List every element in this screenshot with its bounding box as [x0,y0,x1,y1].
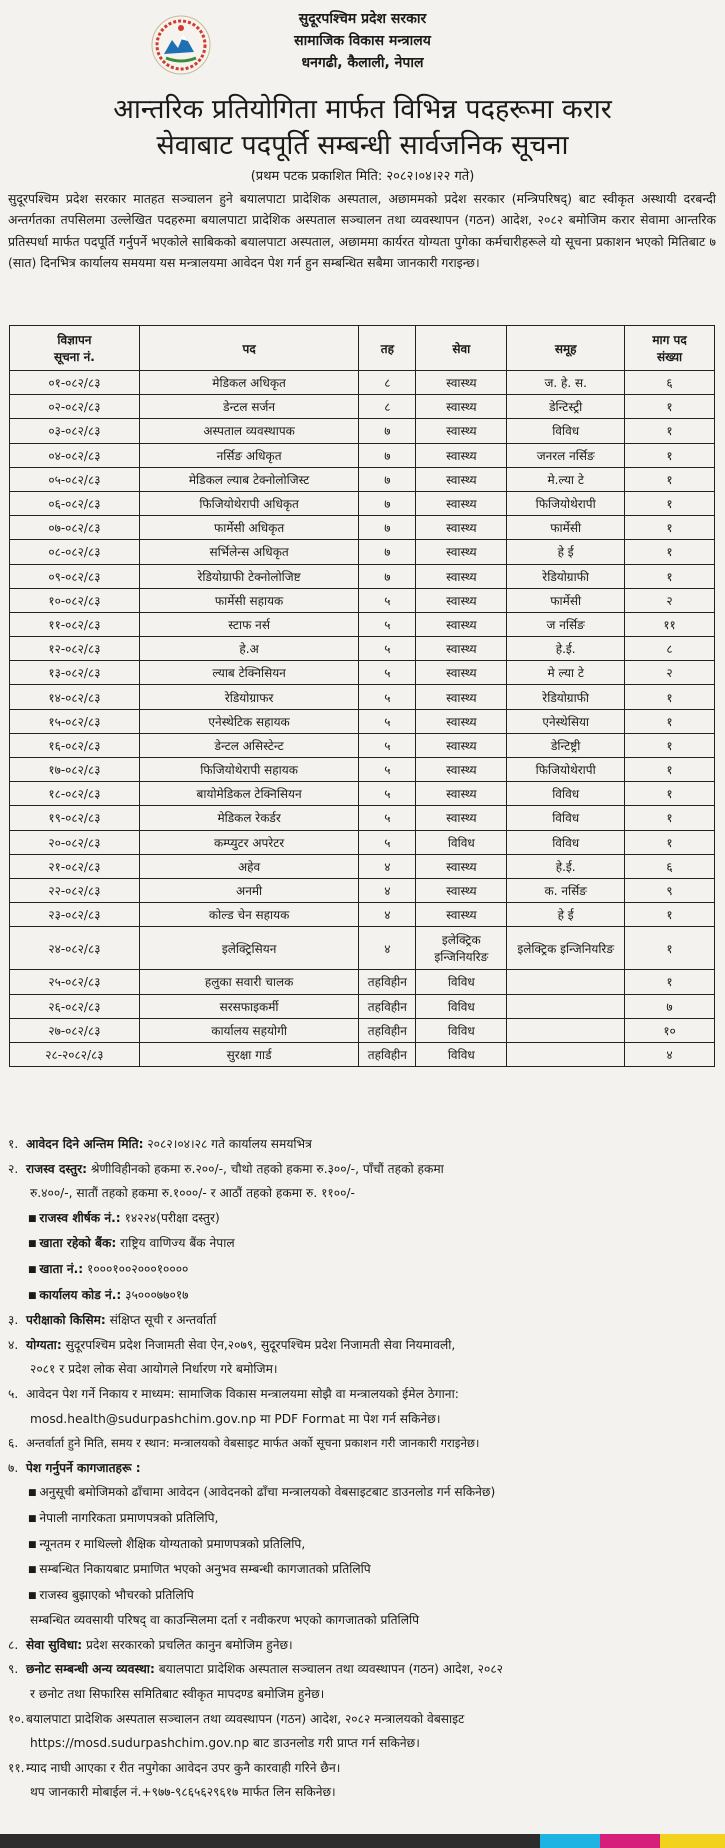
cell-notice-no: १८-०८२/८३ [10,782,140,806]
cell-notice-no: ११-०८२/८३ [10,612,140,636]
cell-level: ५ [359,709,416,733]
intro-paragraph: सुदूरपश्चिम प्रदेश सरकार मातहत सञ्चालन हुने बयालपाटा प्रादेशिक अस्पताल, अछाममको प्रदेश सरकार (मन्त्रिपरिषद्) बाट स्वीकृत अस्थायी दरबन्दी अन्तर्गतका तपसिलमा उल्लेखित पदहरुमा बयालपाटा प्रादेशिक अस्पताल सञ्चालन तथा व्यवस्थापन (गठन) आदेश, २०८२ बमोजिम करार सेवामा आन्तरिक प्रतिस्पर्धा मार्फत पदपूर्ति गर्नुपर्ने भएकोले साबिकको बयालपाटा अस्पताल, अछाममा कार्यरत योग्यता पुगेका कर्मचारीहरूले यो सूचना प्रकाशन भएको मितिबाट ७ (सात) दिनभित्र कार्यालय समयमा यस मन्त्रालयमा आवेदन पेश गर्न हुन सम्बन्धित सबैमा जानकारी गराइन्छ। [8,191,716,270]
note-5: ५. आवेदन पेश गर्ने निकाय र माध्यम: सामाजिक विकास मन्त्रालयमा सोझै वा मन्त्रालयको ईमेल ठेगाना: [8,1386,459,1401]
col-post: पद [139,326,359,371]
cell-notice-no: २८-२०८२/८३ [10,1042,140,1066]
office-code: ■ कार्यालय कोड नं.: ३५०००७७०१७ [8,1283,716,1309]
cell-post: डेन्टल असिस्टेन्ट [139,733,359,757]
cell-level: तहविहीन [359,1042,416,1066]
col-service: सेवा [416,326,507,371]
notice-title-line2: सेवाबाट पदपूर्ति सम्बन्धी सार्वजनिक सूचना [156,130,569,161]
cell-notice-no: २०-०८२/८३ [10,830,140,854]
cell-count: ११ [625,612,715,636]
doc-council-registration: सम्बन्धित व्यवसायी परिषद् वा काउन्सिलमा दर्ता र नवीकरण भएको कागजातको प्रतिलिपि [30,1613,420,1628]
cell-post: सुरक्षा गार्ड [139,1042,359,1066]
cell-post: डेन्टल सर्जन [139,395,359,419]
cell-group: फिजियोथेरापी [507,758,625,782]
cell-count: १ [625,903,715,927]
note-4-cont: २०८१ र प्रदेश लोक सेवा आयोगले निर्धारण गरे बमोजिम। [30,1362,278,1377]
cell-notice-no: २२-०८२/८३ [10,878,140,902]
cell-service: विविध [416,1042,507,1066]
cell-group: डेन्टिस्ट्री [507,395,625,419]
cell-notice-no: ०७-०८२/८३ [10,516,140,540]
cell-service: स्वास्थ्य [416,612,507,636]
cell-post: सरसफाइकर्मी [139,994,359,1018]
header-address: धनगढी, कैलाली, नेपाल [301,55,424,71]
cell-notice-no: ०४-०८२/८३ [10,443,140,467]
table-row [10,733,715,757]
cell-service: स्वास्थ्य [416,733,507,757]
cell-level: ७ [359,516,416,540]
cell-level: ५ [359,758,416,782]
cell-post: कोल्ड चेन सहायक [139,903,359,927]
cell-notice-no: २३-०८२/८३ [10,903,140,927]
table-row [10,758,715,782]
cell-group: हे ई [507,903,625,927]
col-group: समूह [507,326,625,371]
note-10: १०.बयालपाटा प्रादेशिक अस्पताल सञ्चालन तथा व्यवस्थापन (गठन) आदेश, २०८२ मन्त्रालयको वेबसाइट [8,1711,465,1726]
cell-service: स्वास्थ्य [416,371,507,395]
cell-service: इलेक्ट्रिक इन्जिनियरिङ [416,927,507,970]
account-number: ■ खाता नं.: १०००१००२०००१०००० [8,1257,716,1283]
cell-notice-no: २७-०८२/८३ [10,1018,140,1042]
cell-count: ८ [625,637,715,661]
cell-post: रेडियोग्राफर [139,685,359,709]
cell-count: ६ [625,371,715,395]
cell-notice-no: १०-०८२/८३ [10,588,140,612]
magenta-block [600,1834,660,1848]
cell-notice-no: ०१-०८२/८३ [10,371,140,395]
header-government: सुदूरपश्चिम प्रदेश सरकार [298,11,427,27]
cell-group: फार्मेसी [507,588,625,612]
cell-service: स्वास्थ्य [416,443,507,467]
cell-group [507,970,625,994]
doc-citizenship: ■ नेपाली नागरिकता प्रमाणपत्रको प्रतिलिपि, [8,1506,716,1532]
cell-level: ५ [359,733,416,757]
cell-level: ४ [359,927,416,970]
cell-count: ९ [625,878,715,902]
table-row [10,782,715,806]
cell-count: १ [625,758,715,782]
notice-title-line1: आन्तरिक प्रतियोगिता मार्फत विभिन्न पदहरूमा करार [113,94,612,125]
cell-service: स्वास्थ्य [416,516,507,540]
cell-count: १ [625,970,715,994]
cell-count: १ [625,830,715,854]
cell-count: १ [625,564,715,588]
table-row [10,419,715,443]
cell-level: ५ [359,830,416,854]
cell-group: विविध [507,419,625,443]
cell-level: ७ [359,443,416,467]
note-7: ७. पेश गर्नुपर्ने कागजातहरू : [8,1460,141,1475]
table-row [10,371,715,395]
cell-post: फार्मेसी अधिकृत [139,516,359,540]
cell-level: ७ [359,540,416,564]
note-9-cont: र छनोट तथा सिफारिस समितिबाट स्वीकृत मापदण्ड बमोजिम हुनेछ। [30,1687,325,1702]
cell-group: क. नर्सिङ [507,878,625,902]
cell-notice-no: २४-०८२/८३ [10,927,140,970]
cell-service: स्वास्थ्य [416,637,507,661]
cell-group: ज. हे. स. [507,371,625,395]
cell-level: तहविहीन [359,970,416,994]
table-row [10,878,715,902]
cell-post: कार्यालय सहयोगी [139,1018,359,1042]
table-row [10,1018,715,1042]
cell-notice-no: १४-०८२/८३ [10,685,140,709]
cell-level: ४ [359,903,416,927]
vacancy-table [9,325,715,1067]
color-calibration-strip [0,1834,725,1848]
cell-post: अनमी [139,878,359,902]
cell-notice-no: ०२-०८२/८३ [10,395,140,419]
table-row [10,994,715,1018]
cell-service: स्वास्थ्य [416,854,507,878]
note-5-email: mosd.health@sudurpashchim.gov.np मा PDF Format मा पेश गर्न सकिनेछ। [30,1411,441,1426]
cell-service: स्वास्थ्य [416,588,507,612]
cell-service: विविध [416,994,507,1018]
cell-service: स्वास्थ्य [416,758,507,782]
cell-group: विविध [507,806,625,830]
cell-service: स्वास्थ्य [416,540,507,564]
cell-group: एनेस्थेसिया [507,709,625,733]
table-header-row [10,326,715,371]
cell-post: हलुका सवारी चालक [139,970,359,994]
cell-post: नर्सिङ अधिकृत [139,443,359,467]
table-row [10,491,715,515]
cell-level: ५ [359,782,416,806]
cell-group: डेन्टिष्ट्री [507,733,625,757]
cell-count: १ [625,782,715,806]
revenue-head: ■ राजस्व शीर्षक नं.: १४२२४(परीक्षा दस्तुर) [8,1206,716,1232]
cell-level: ७ [359,564,416,588]
cell-post: मेडिकल अधिकृत [139,371,359,395]
cell-notice-no: १६-०८२/८३ [10,733,140,757]
cell-group: रेडियोग्राफी [507,685,625,709]
cell-post: रेडियोग्राफी टेक्नोलोजिष्ट [139,564,359,588]
cell-level: ५ [359,685,416,709]
cell-post: मेडिकल रेकर्डर [139,806,359,830]
table-row [10,685,715,709]
ministry-header [0,8,725,74]
table-row [10,612,715,636]
table-row [10,540,715,564]
table-row [10,970,715,994]
note-2: २. राजस्व दस्तुर: श्रेणीविहीनको हकमा रु.२००/-, चौथो तहको हकमा रु.३००/-, पाँचौं तहको हकमा [8,1161,444,1176]
cell-level: ७ [359,491,416,515]
cyan-block [540,1834,600,1848]
cell-count: १ [625,685,715,709]
cell-service: स्वास्थ्य [416,564,507,588]
cell-count: ७ [625,994,715,1018]
cell-level: ५ [359,612,416,636]
cell-group: इलेक्ट्रिक इन्जिनियरिङ [507,927,625,970]
yellow-block [660,1834,725,1848]
cell-service: विविध [416,830,507,854]
note-3: ३. परीक्षाको किसिम: संक्षिप्त सूची र अन्तर्वार्ता [8,1313,217,1328]
cell-count: ६ [625,854,715,878]
cell-group: फार्मेसी [507,516,625,540]
cell-post: मेडिकल ल्याब टेक्नोलोजिस्ट [139,467,359,491]
table-row [10,564,715,588]
cell-level: ५ [359,588,416,612]
cell-post: अहेव [139,854,359,878]
cell-level: तहविहीन [359,1018,416,1042]
cell-level: ५ [359,637,416,661]
table-row [10,588,715,612]
cell-level: ७ [359,467,416,491]
table-row [10,637,715,661]
cell-group [507,1018,625,1042]
cell-service: स्वास्थ्य [416,685,507,709]
cell-group: विविध [507,782,625,806]
cell-group: जनरल नर्सिङ [507,443,625,467]
cell-count: १ [625,443,715,467]
cell-post: अस्पताल व्यवस्थापक [139,419,359,443]
cell-level: तहविहीन [359,994,416,1018]
cell-notice-no: १९-०८२/८३ [10,806,140,830]
doc-education: ■ न्यूनतम र माथिल्लो शैक्षिक योग्यताको प्रमाणपत्रको प्रतिलिपि, [8,1532,716,1558]
cell-notice-no: ०३-०८२/८३ [10,419,140,443]
cell-count: १ [625,395,715,419]
cell-service: स्वास्थ्य [416,661,507,685]
cell-count: २ [625,661,715,685]
cell-service: स्वास्थ्य [416,419,507,443]
doc-voucher: ■ राजस्व बुझाएको भौचरको प्रतिलिपि [8,1583,716,1609]
cell-level: ४ [359,854,416,878]
cell-post: बायोमेडिकल टेक्निसियन [139,782,359,806]
table-row [10,516,715,540]
cell-group: विविध [507,830,625,854]
cell-group: हे.ई. [507,637,625,661]
cell-notice-no: १२-०८२/८३ [10,637,140,661]
note-8: ८. सेवा सुविधा: प्रदेश सरकारको प्रचलित कानुन बमोजिम हुनेछ। [8,1637,293,1652]
cell-count: १ [625,927,715,970]
cell-service: स्वास्थ्य [416,467,507,491]
cell-service: स्वास्थ्य [416,878,507,902]
table-row [10,806,715,830]
cell-notice-no: ०५-०८२/८३ [10,467,140,491]
cell-post: फार्मेसी सहायक [139,588,359,612]
note-4: ४. योग्यता: सुदूरपश्चिम प्रदेश निजामती सेवा ऐन,२०७९, सुदूरपश्चिम प्रदेश निजामती सेवा नियमावली, [8,1337,456,1352]
cell-level: ८ [359,395,416,419]
table-row [10,830,715,854]
cell-count: १ [625,709,715,733]
cell-group: हे ई [507,540,625,564]
table-row [10,854,715,878]
cell-level: ४ [359,878,416,902]
cell-post: सर्भिलेन्स अधिकृत [139,540,359,564]
cell-group: मे ल्या टे [507,661,625,685]
note-11: ११.म्याद नाघी आएका र रीत नपुगेका आवेदन उपर कुनै कारवाही गरिने छैन। [8,1760,341,1775]
cell-post: हे.अ [139,637,359,661]
col-level: तह [359,326,416,371]
cell-post: इलेक्ट्रिसियन [139,927,359,970]
cell-count: १ [625,540,715,564]
cell-count: १ [625,419,715,443]
col-notice-no: विज्ञापन सूचना नं. [10,326,140,371]
cell-group: हे.ई. [507,854,625,878]
cell-notice-no: ०६-०८२/८३ [10,491,140,515]
cell-post: फिजियोथेरापी सहायक [139,758,359,782]
doc-application-form: ■ अनुसूची बमोजिमको ढाँचामा आवेदन (आवेदनको ढाँचा मन्त्रालयको वेबसाइटबाट डाउनलोड गर्न सकिनेछ) [8,1480,716,1506]
cell-post: कम्प्युटर अपरेटर [139,830,359,854]
note-6: ६. अन्तर्वार्ता हुने मिति, समय र स्थान: मन्त्रालयको वेबसाइट मार्फत अर्को सूचना प्रकाशन गरी जानकारी गराइनेछ। [8,1436,480,1451]
cell-count: १ [625,491,715,515]
table-row [10,709,715,733]
cell-notice-no: २५-०८२/८३ [10,970,140,994]
cell-count: १ [625,516,715,540]
note-1: १. आवेदन दिने अन्तिम मिति: २०८२।०४।२८ गते कार्यालय समयभित्र [8,1137,312,1151]
col-demand: माग पद संख्या [625,326,715,371]
header-ministry: सामाजिक विकास मन्त्रालय [294,33,431,49]
cell-group: फिजियोथेरापी [507,491,625,515]
table-row [10,1042,715,1066]
cell-group: मे.ल्या टे [507,467,625,491]
cell-count: २ [625,588,715,612]
cell-count: १० [625,1018,715,1042]
cell-count: १ [625,733,715,757]
note-9: ९. छनोट सम्बन्धी अन्य व्यवस्था: बयालपाटा प्रादेशिक अस्पताल सञ्चालन तथा व्यवस्थापन (गठन) आदेश, २०८२ [8,1662,504,1677]
table-row [10,395,715,419]
cell-count: १ [625,806,715,830]
contact-mobile: थप जानकारी मोबाईल नं.+९७७-९८६५६२९६१७ मार्फत लिन सकिनेछ। [30,1785,336,1800]
cell-service: स्वास्थ्य [416,709,507,733]
cell-notice-no: १५-०८२/८३ [10,709,140,733]
cell-service: स्वास्थ्य [416,491,507,515]
website-link[interactable]: https://mosd.sudurpashchim.gov.np बाट डाउनलोड गरी प्राप्त गर्न सकिनेछ। [30,1736,420,1751]
published-date: (प्रथम पटक प्रकाशित मिति: २०८२।०४।२२ गते) [250,169,475,184]
cell-level: ७ [359,419,416,443]
cell-post: ल्याब टेक्निसियन [139,661,359,685]
cell-notice-no: ०८-०८२/८३ [10,540,140,564]
cell-service: विविध [416,1018,507,1042]
notes-section [8,1132,716,1805]
cell-post: एनेस्थेटिक सहायक [139,709,359,733]
cell-service: स्वास्थ्य [416,395,507,419]
cell-notice-no: २१-०८२/८३ [10,854,140,878]
cell-notice-no: १३-०८२/८३ [10,661,140,685]
table-row [10,903,715,927]
table-row [10,661,715,685]
cell-post: स्टाफ नर्स [139,612,359,636]
cell-service: विविध [416,970,507,994]
cell-level: ५ [359,661,416,685]
cell-group: ज नर्सिङ [507,612,625,636]
cell-group: रेडियोग्राफी [507,564,625,588]
cell-notice-no: ०९-०८२/८३ [10,564,140,588]
note-2-cont: रु.४००/-, सातौं तहको हकमा रु.१०००/- र आठौं तहको हकमा रु. ११००/- [30,1186,355,1201]
cell-service: स्वास्थ्य [416,782,507,806]
cell-level: ८ [359,371,416,395]
bank-name: ■ खाता रहेको बैंक: राष्ट्रिय वाणिज्य बैंक नेपाल [8,1231,716,1257]
cell-service: स्वास्थ्य [416,806,507,830]
cell-count: ४ [625,1042,715,1066]
vacancy-table-body [10,371,715,1067]
cell-notice-no: १७-०८२/८३ [10,758,140,782]
cell-notice-no: २६-०८२/८३ [10,994,140,1018]
cell-count: १ [625,467,715,491]
cell-group [507,1042,625,1066]
cell-service: स्वास्थ्य [416,903,507,927]
table-row [10,443,715,467]
cell-level: ५ [359,806,416,830]
cell-post: फिजियोथेरापी अधिकृत [139,491,359,515]
table-row [10,927,715,970]
doc-experience: ■ सम्बन्धित निकायबाट प्रमाणित भएको अनुभव सम्बन्धी कागजातको प्रतिलिपि [8,1557,716,1583]
cell-group [507,994,625,1018]
table-row [10,467,715,491]
